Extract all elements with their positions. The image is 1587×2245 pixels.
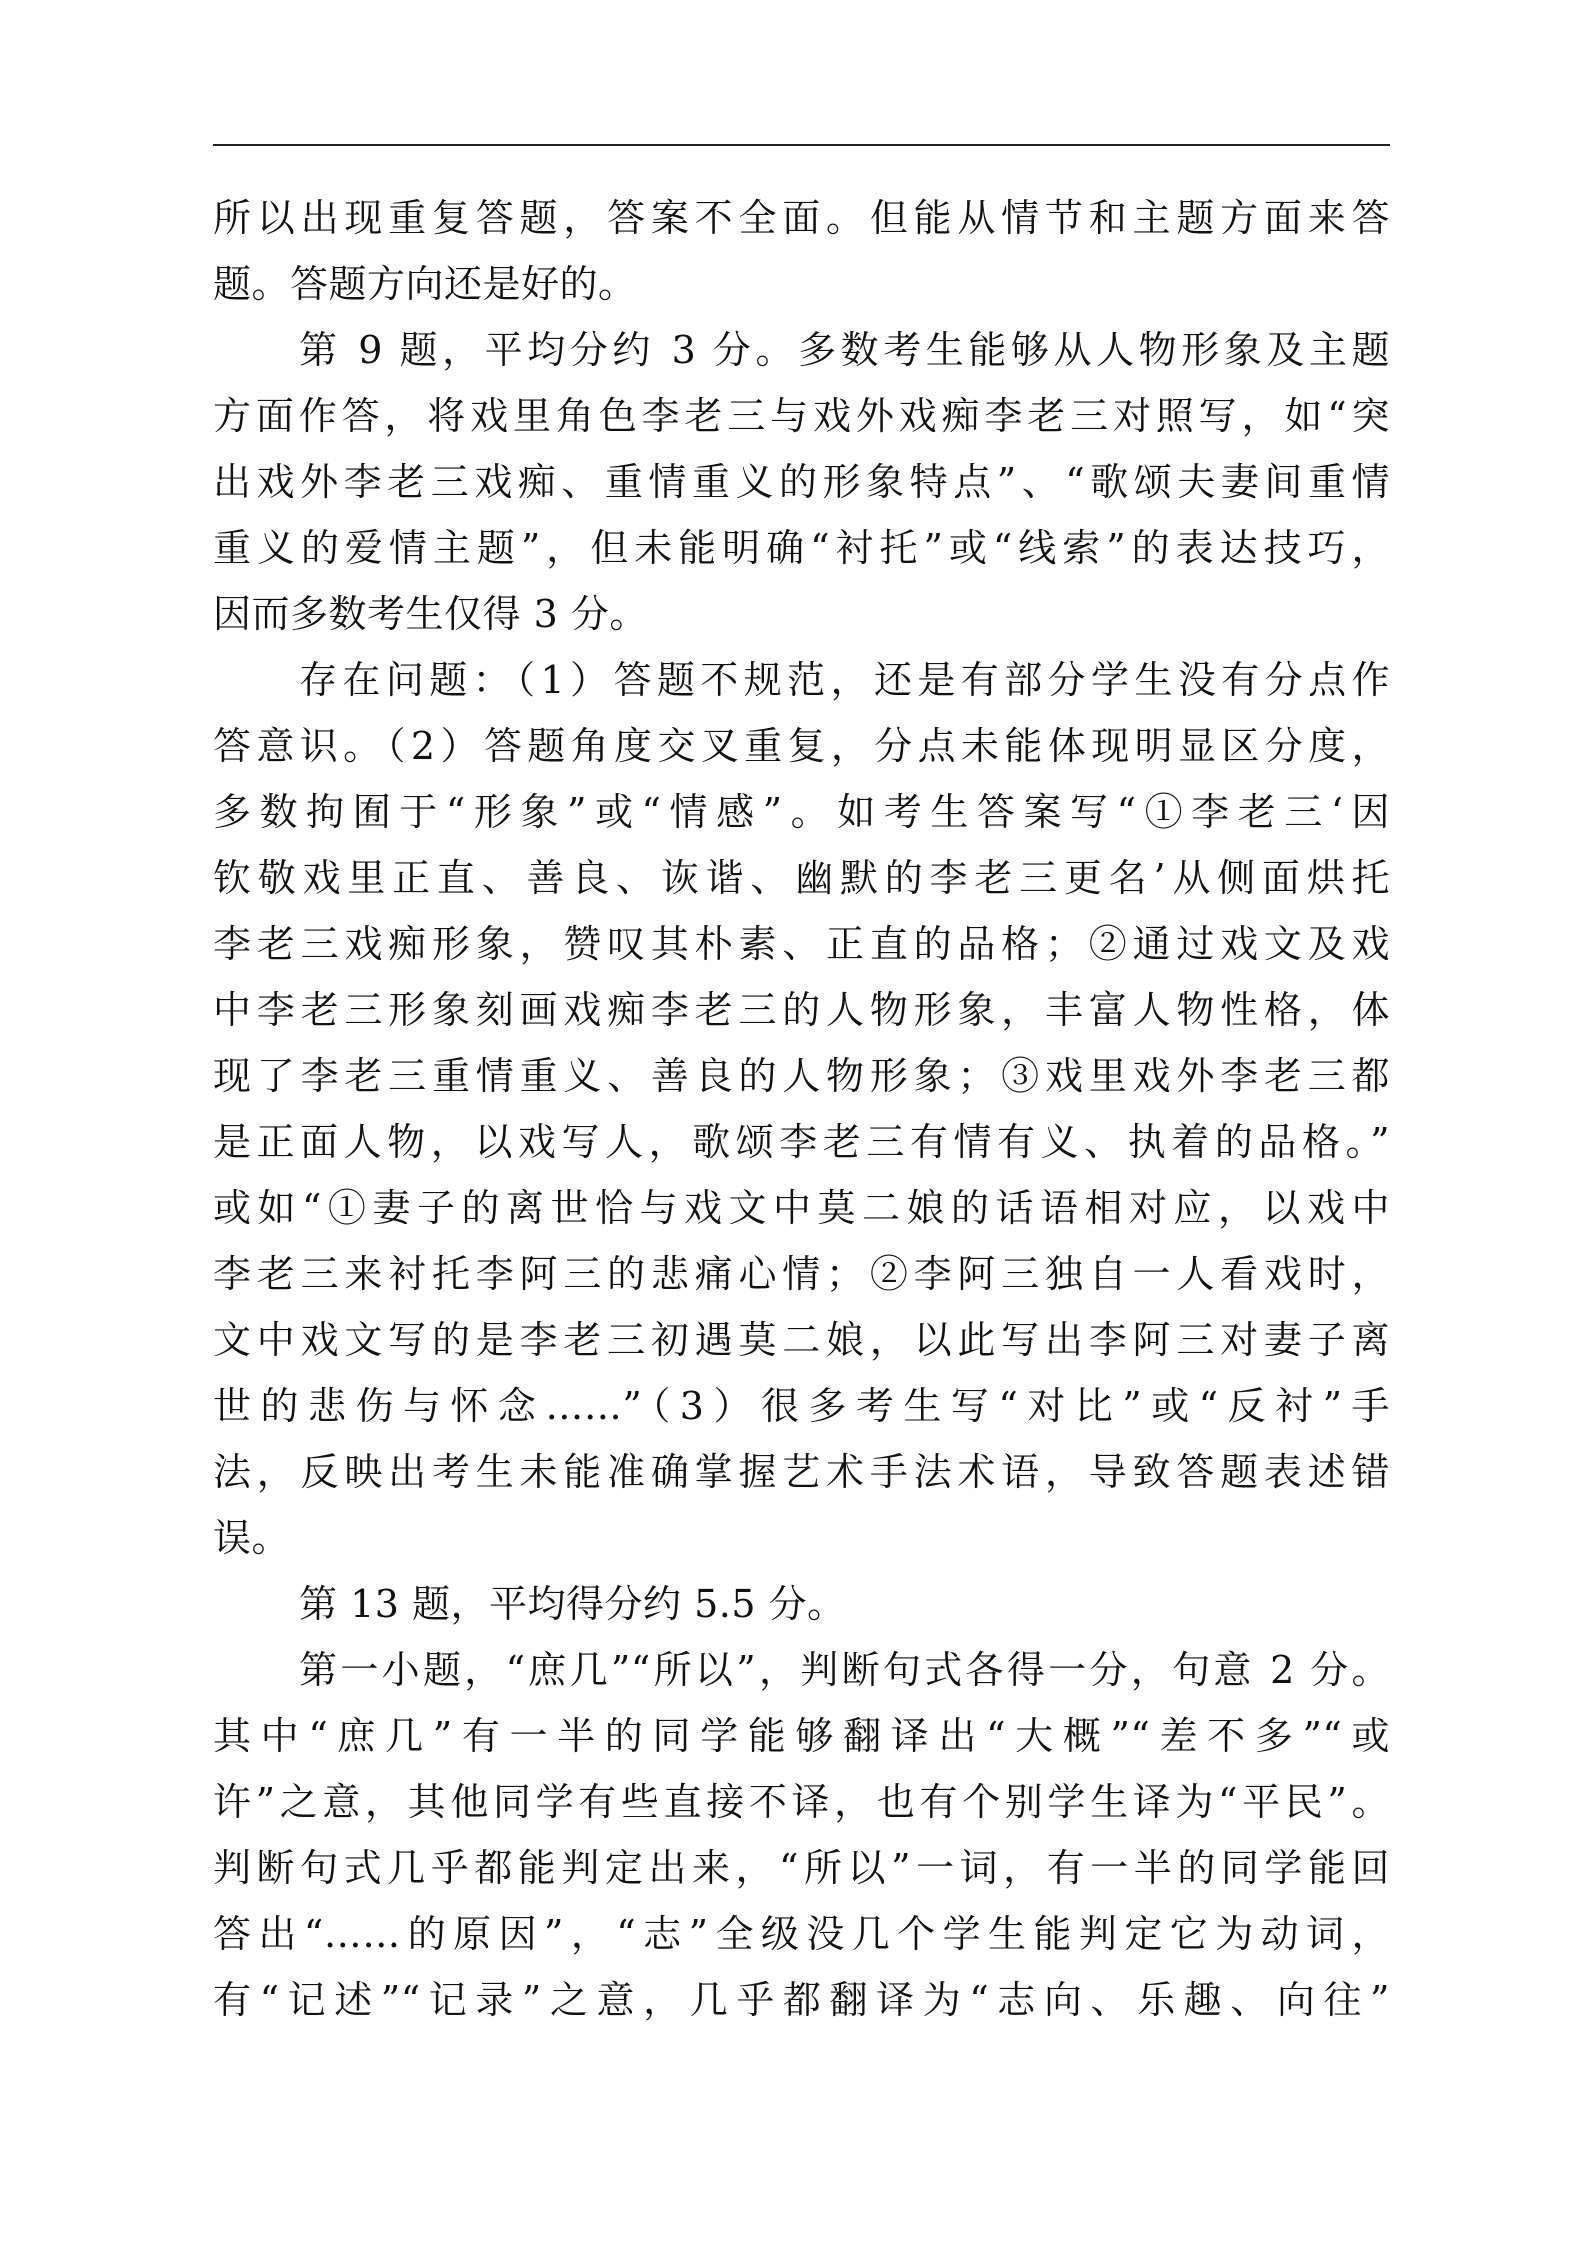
text-line: 出戏外李老三戏痴、重情重义的形象特点”、“歌颂夫妻间重情 [213, 460, 1390, 504]
text-line: 第 13 题，平均得分约 5.5 分。 [299, 1582, 846, 1626]
text-line: 答出“……的原因”，“志”全级没几个学生能判定它为动词， [213, 1912, 1390, 1956]
text-line: 存在问题：（1）答题不规范，还是有部分学生没有分点作 [299, 658, 1390, 702]
text-line: 重义的爱情主题”，但未能明确“衬托”或“线索”的表达技巧， [213, 526, 1390, 570]
text-line: 第 9 题，平均分约 3 分。多数考生能够从人物形象及主题 [299, 328, 1390, 372]
text-line: 有“记述”“记录”之意，几乎都翻译为“志向、乐趣、向往” [213, 1978, 1390, 2022]
text-line: 法，反映出考生未能准确掌握艺术手法术语，导致答题表述错 [213, 1450, 1390, 1494]
text-line: 李老三来衬托李阿三的悲痛心情；②李阿三独自一人看戏时， [213, 1252, 1390, 1296]
text-line: 钦敬戏里正直、善良、诙谐、幽默的李老三更名’从侧面烘托 [213, 856, 1390, 900]
text-line: 或如“①妻子的离世恰与戏文中莫二娘的话语相对应，以戏中 [213, 1186, 1390, 1230]
text-line: 李老三戏痴形象，赞叹其朴素、正直的品格；②通过戏文及戏 [213, 922, 1390, 966]
text-line: 方面作答，将戏里角色李老三与戏外戏痴李老三对照写，如“突 [213, 394, 1390, 438]
text-line: 是正面人物，以戏写人，歌颂李老三有情有义、执着的品格。” [213, 1120, 1390, 1164]
text-line: 因而多数考生仅得 3 分。 [213, 592, 648, 636]
text-line: 多数拘囿于“形象”或“情感”。如考生答案写“①李老三‘因 [213, 790, 1390, 834]
text-line: 文中戏文写的是李老三初遇莫二娘，以此写出李阿三对妻子离 [213, 1318, 1390, 1362]
text-line: 现了李老三重情重义、善良的人物形象；③戏里戏外李老三都 [213, 1054, 1390, 1098]
text-line: 题。答题方向还是好的。 [213, 262, 637, 306]
text-line: 答意识。（2）答题角度交叉重复，分点未能体现明显区分度， [213, 724, 1390, 768]
text-line: 判断句式几乎都能判定出来，“所以”一词，有一半的同学能回 [213, 1846, 1390, 1890]
text-line: 世的悲伤与怀念……”（3）很多考生写“对比”或“反衬”手 [213, 1384, 1390, 1428]
text-line: 中李老三形象刻画戏痴李老三的人物形象，丰富人物性格，体 [213, 988, 1390, 1032]
text-line: 其中“庶几”有一半的同学能够翻译出“大概”“差不多”“或 [213, 1714, 1390, 1758]
text-line: 第一小题，“庶几”“所以”，判断句式各得一分，句意 2 分。 [299, 1648, 1390, 1692]
text-line: 所以出现重复答题，答案不全面。但能从情节和主题方面来答 [213, 196, 1390, 240]
text-line: 误。 [213, 1516, 291, 1560]
header-rule [213, 144, 1390, 146]
body-text [213, 185, 1390, 2033]
text-line: 许”之意，其他同学有些直接不译，也有个别学生译为“平民”。 [213, 1780, 1390, 1824]
